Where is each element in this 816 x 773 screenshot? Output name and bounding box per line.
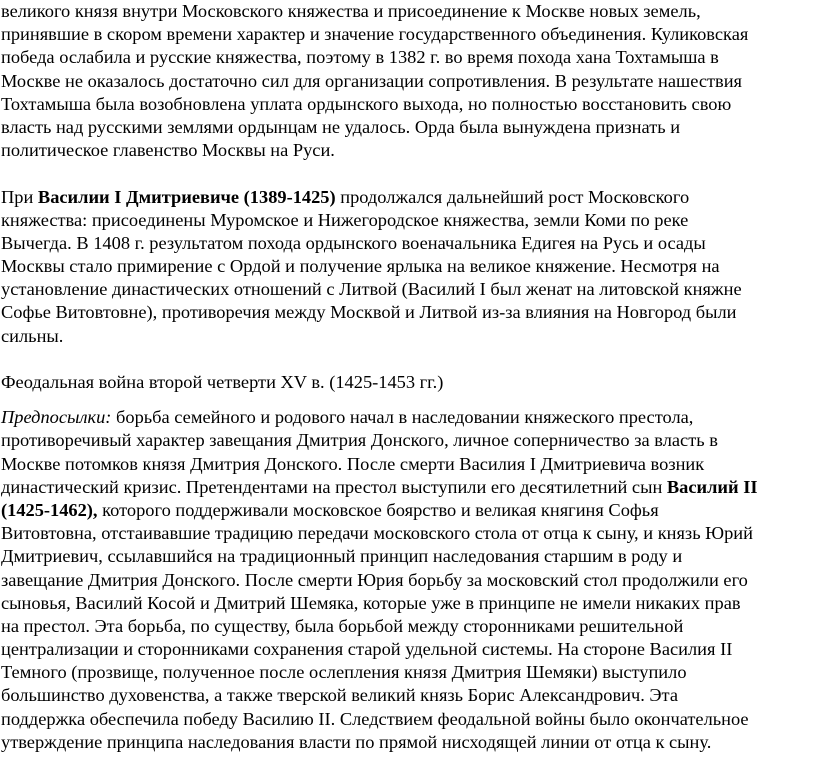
text-line: Темного (прозвище, полученное после ослепления князя Дмитрия Шемяки) выступило [1,662,687,683]
text-line: сыновья, Василий Косой и Дмитрий Шемяка, которые уже в принципе не имели никаких прав [1,592,741,613]
paragraph-spacer [1,394,816,406]
italic-label-prerequisites: Предпосылки: [1,407,112,428]
text-line: Москве потомков князя Дмитрия Донского. После смерти Василия I Дмитриевича возник [1,453,705,474]
text-line: Витовтовна, отстаивавшие традицию передачи московского стола от отца к сыну, и князь Юрий [1,523,753,544]
text-run: При [1,186,38,207]
text-run: которого поддерживали московское боярство и великая княгиня Софья [97,499,659,520]
text-line: власть над русскими землями ордынцам не удалось. Орда была вынуждена признать и [1,116,681,137]
text-run: борьба семейного и родового начал в наследовании княжеского престола, [111,407,694,428]
text-line: противоречивый характер завещания Дмитрия Донского, личное соперничество за власть в [1,430,718,451]
bold-name-vasily-ii: Василий II [666,476,758,497]
section-heading: Феодальная война второй четверти XV в. (1425-1453 гг.) [1,372,444,392]
text-line: принявшие в скором времени характер и значение государственного объединения. Куликовская [1,24,749,45]
text-line: Вычегда. В 1408 г. результатом похода ордынского военачальника Едигея на Русь и осады [1,232,706,253]
text-line: на престол. Эта борьба, по существу, была борьбой между сторонниками решительной [1,615,684,636]
paragraph-spacer [1,348,816,371]
text-line: утверждение принципа наследования власти по прямой нисходящей линии от отца к сыну. [1,731,712,752]
text-line: установление династических отношений с Литвой (Василий I был женат на литовской княжне [1,279,742,300]
text-line [1,406,816,429]
text-line: завещание Дмитрия Донского. После смерти Юрия борьбу за московский стол продолжили его [1,569,748,590]
text-line [1,476,816,499]
text-line: большинство духовенства, а также тверской великий князь Борис Александрович. Эта [1,685,678,706]
text-line: Тохтамыша была возобновлена уплата ордынского выхода, но полностью восстановить свою [1,93,732,114]
text-line: поддержка обеспечила победу Василию II. Следствием феодальной войны было окончательное [1,708,749,729]
text-run: продолжался дальнейший рост Московского [335,186,690,207]
text-line: победа ослабила и русские княжества, поэтому в 1382 г. во время похода хана Тохтамыша в [1,47,719,68]
paragraph-1 [1,0,816,162]
text-line: сильны. [1,325,64,346]
text-line [1,499,816,522]
paragraph-2 [1,186,816,348]
text-line [1,186,816,209]
bold-name-vasily-i: Василии I Дмитриевиче (1389-1425) [37,186,336,207]
text-line: княжества: присоединены Муромское и Нижегородское княжества, земли Коми по реке [1,209,689,230]
text-line: политическое главенство Москвы на Руси. [1,140,335,161]
paragraph-spacer [1,162,816,185]
text-line: централизации и сторонниками сохранения старой удельной системы. На стороне Василия II [1,639,733,660]
text-run: династический кризис. Претендентами на престол выступили его десятилетний сын [1,476,667,497]
paragraph-3 [1,406,816,754]
text-line: Москве не оказалось достаточно сил для организации сопротивления. В результате нашествия [1,70,743,91]
text-line: Дмитриевич, ссылавшийся на традиционный принцип наследования старшим в роду и [1,546,683,567]
bold-dates-vasily-ii: (1425-1462), [1,499,98,520]
text-line: Софье Витовтовне), противоречия между Москвой и Литвой из-за влияния на Новгород были [1,302,737,323]
text-line: Москвы стало примирение с Ордой и получение ярлыка на великое княжение. Несмотря на [1,256,720,277]
text-line: великого князя внутри Московского княжества и присоединение к Москве новых земель, [1,1,701,21]
